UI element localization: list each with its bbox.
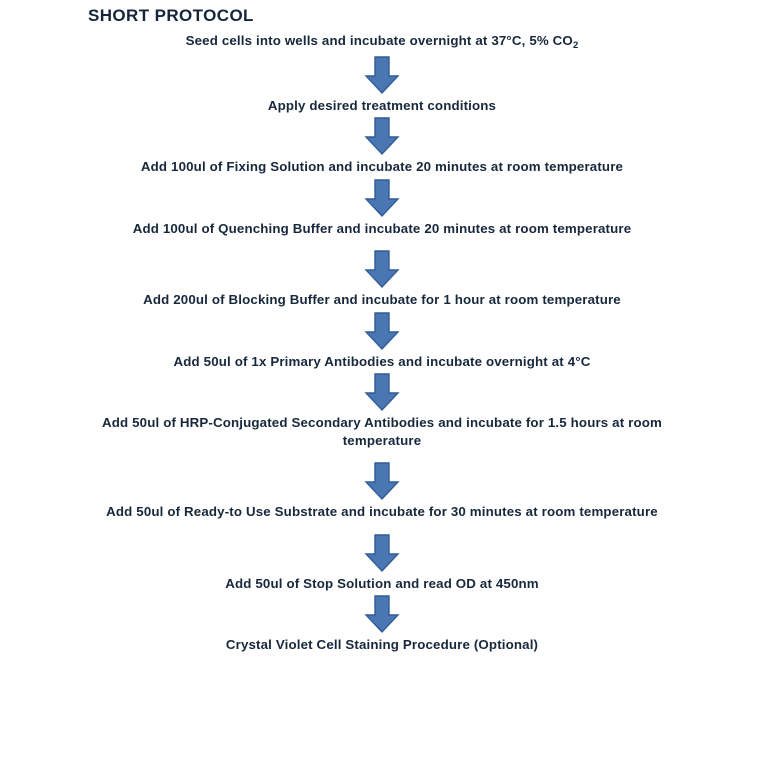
flow-step-5 [52, 291, 712, 309]
flow-step-8-text: Add 50ul of Ready-to Use Substrate and incubate for 30 minutes at room temperature [106, 504, 658, 520]
arrow-1 [360, 53, 404, 97]
flow-step-2-text: Apply desired treatment conditions [267, 97, 497, 113]
flow-step-7-text: Add 50ul of HRP-Conjugated Secondary Antibodies and incubate for 1.5 hours at room temperature [102, 415, 662, 448]
page-title: SHORT PROTOCOL [88, 6, 254, 25]
flow-step-1-text: Seed cells into wells and incubate overnight at 37°C, 5% CO [185, 33, 573, 48]
flow-step-7 [102, 414, 662, 449]
arrow-8 [360, 531, 404, 575]
arrow-9 [360, 592, 404, 636]
arrow-6 [360, 370, 404, 414]
flow-step-9-text: Add 50ul of Stop Solution and read OD at 450nm [225, 575, 539, 591]
flow-step-1 [52, 32, 712, 53]
arrow-7 [360, 459, 404, 503]
flow-step-10 [52, 636, 712, 654]
flow-step-3-text: Add 100ul of Fixing Solution and incubate 20 minutes at room temperature [140, 159, 624, 175]
arrow-2 [360, 114, 404, 158]
flow-step-1-subscript: 2 [572, 40, 579, 51]
flow-step-5-text: Add 200ul of Blocking Buffer and incubate for 1 hour at room temperature [143, 292, 621, 308]
flow-step-4-text: Add 100ul of Quenching Buffer and incubate 20 minutes at room temperature [132, 220, 632, 236]
flow-step-6 [52, 353, 712, 371]
protocol-flow [24, 32, 740, 654]
arrow-3 [360, 176, 404, 220]
flow-step-2 [52, 97, 712, 115]
flow-step-4 [122, 220, 642, 238]
arrow-4 [360, 247, 404, 291]
flow-step-3 [52, 158, 712, 176]
flow-step-10-text: Crystal Violet Cell Staining Procedure (Optional) [225, 637, 539, 653]
flow-step-9 [52, 575, 712, 593]
flow-step-6-text: Add 50ul of 1x Primary Antibodies and incubate overnight at 4°C [173, 353, 591, 369]
flow-step-8 [102, 503, 662, 521]
arrow-5 [360, 309, 404, 353]
